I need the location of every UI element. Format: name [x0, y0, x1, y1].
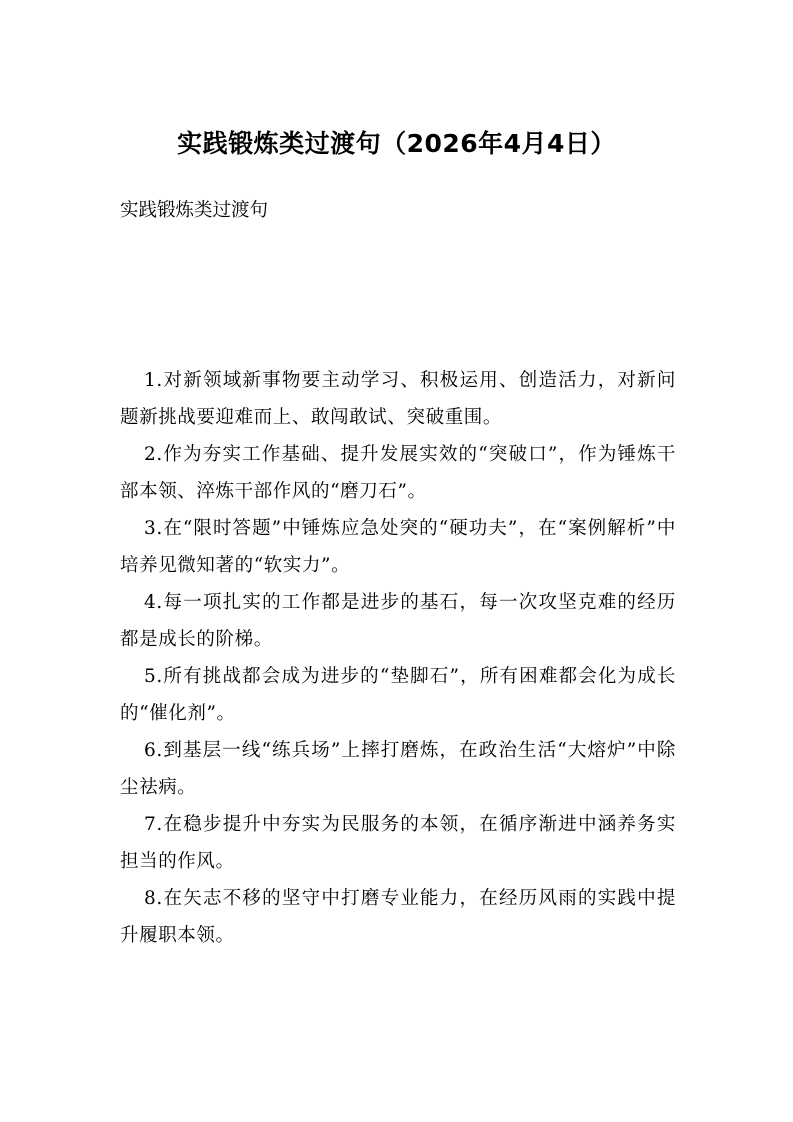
- paragraph-6: 6.到基层一线“练兵场”上摔打磨炼，在政治生活“大熔炉”中除尘祛病。: [120, 740, 676, 798]
- paragraph-3: 3.在“限时答题”中锤炼应急处突的“硬功夫”，在“案例解析”中培养见微知著的“软实力”。: [120, 518, 676, 576]
- paragraph-7: 7.在稳步提升中夯实为民服务的本领，在循序渐进中涵养务实担当的作风。: [120, 814, 676, 872]
- document-subtitle: 实践锻炼类过渡句: [120, 200, 269, 221]
- paragraph-1: 1.对新领域新事物要主动学习、积极运用、创造活力，对新问题新挑战要迎难而上、敢闯敢试、突破重围。: [120, 370, 676, 428]
- paragraph-5: 5.所有挑战都会成为进步的“垫脚石”，所有困难都会化为成长的“催化剂”。: [120, 666, 676, 724]
- paragraph-8: 8.在矢志不移的坚守中打磨专业能力，在经历风雨的实践中提升履职本领。: [120, 888, 676, 946]
- paragraph-2: 2.作为夯实工作基础、提升发展实效的“突破口”，作为锤炼干部本领、淬炼干部作风的“磨刀石”。: [120, 444, 676, 502]
- paragraph-4: 4.每一项扎实的工作都是进步的基石，每一次攻坚克难的经历都是成长的阶梯。: [120, 592, 676, 650]
- paragraph-list: [120, 362, 676, 954]
- document-title: 实践锻炼类过渡句（2026年4月4日）: [177, 129, 616, 158]
